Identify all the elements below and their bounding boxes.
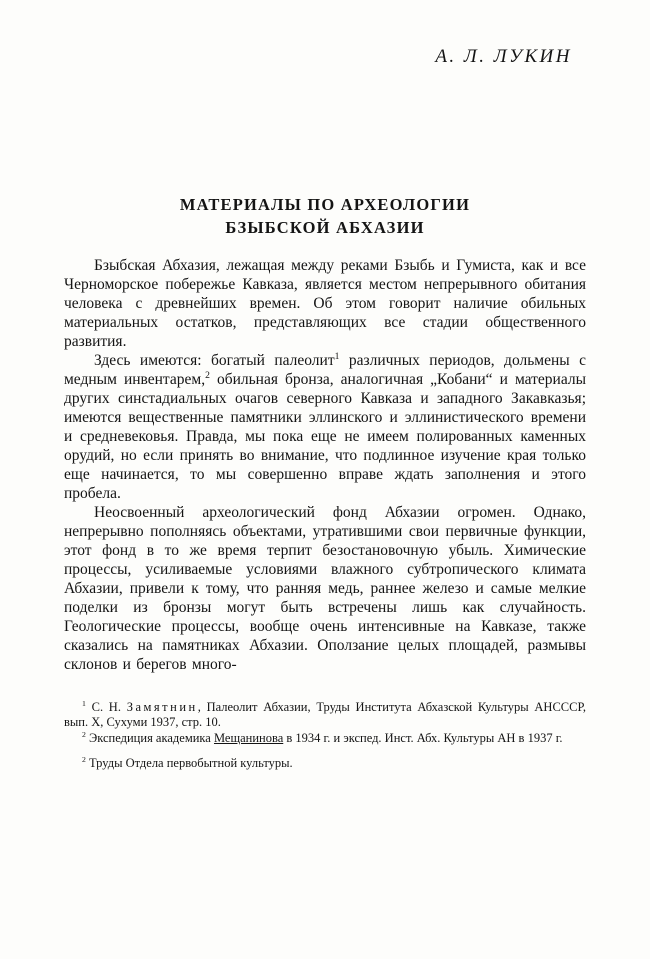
footnote-2-emphasized-name: Мещанинова <box>213 730 284 745</box>
footnote-1-text-a: С. Н. <box>91 699 127 714</box>
footnote-ref-1: 1 <box>334 350 340 362</box>
footnote-1 <box>64 700 586 731</box>
footnote-2-marker: 2 <box>82 729 86 739</box>
footnote-2 <box>64 731 586 747</box>
paragraph-1 <box>64 256 586 351</box>
paragraph-1-text: Бзыбская Абхазия, лежащая между реками Бзыбь и Гумиста, как и все Черноморское побережье Кавказа, является местом непрерывного обитания человека с древнейших времен. Об этом говорит наличие обильных материальных остатков, представляющих все стадии общественного развития. <box>64 256 586 350</box>
paragraph-3 <box>64 503 586 674</box>
paragraph-3-text: Неосвоенный археологический фонд Абхазии огромен. Однако, непрерывно пополняясь объектами, утратившими свои первичные функции, этот фонд в то же время терпит безостановочную убыль. Химические процессы, усиливаемые условиями влажного субтропического климата Абхазии, привели к тому, что ранняя медь, раннее железо и самые мелкие поделки из бронзы могут быть встречены лишь как случайность. Геологические процессы, вообще очень интенсивные на Кавказе, также сказались на памятниках Абхазии. Оползание целых площадей, размывы склонов и берегов много- <box>64 503 586 673</box>
footnote-1-text-b: , Палеолит Абхазии, Труды Института Абхазской Культуры АНСССР, вып. X, Сухуми 1937, стр. 10. <box>64 699 586 730</box>
article-title-line1: МАТЕРИАЛЫ ПО АРХЕОЛОГИИ <box>179 195 471 214</box>
paragraph-2-text-a: Здесь имеются: богатый палеолит <box>94 351 335 369</box>
footnote-3-marker: 2 <box>82 754 86 764</box>
article-title-line2: БЗЫБСКОЙ АБХАЗИИ <box>225 217 425 237</box>
author-name: А. Л. ЛУКИН <box>435 46 572 67</box>
footnote-ref-2: 2 <box>205 369 210 381</box>
article-title <box>64 194 586 240</box>
paragraph-2 <box>64 351 586 503</box>
footnote-1-marker: 1 <box>82 698 86 708</box>
footnote-2-text-b: в 1934 г. и экспед. Инст. Абх. Культуры АН в 1937 г. <box>283 730 563 745</box>
footnote-2-text-a: Экспедиция академика <box>89 730 214 745</box>
paragraph-2-text-b: различных периодов, дольмены с медным инвентарем, <box>64 351 586 388</box>
footnote-3-text: Труды Отдела первобытной культуры. <box>89 756 293 771</box>
paragraph-2-text-c: обильная бронза, аналогичная „Кобани“ и материалы других синстадиальных очагов северного Кавказа и западного Закавказья; имеются вещественные памятники эллинского и эллинистического времени и средневековья. Правда, мы пока еще не имеем полированных каменных орудий, но если принять во внимание, что подлинное изучение края только еще начинается, то мы совершенно вправе ждать заполнения и этого пробела. <box>64 370 586 502</box>
footnotes-section <box>64 700 586 772</box>
footnote-1-author-name: Замятнин <box>126 699 198 714</box>
footnote-3 <box>64 756 586 772</box>
